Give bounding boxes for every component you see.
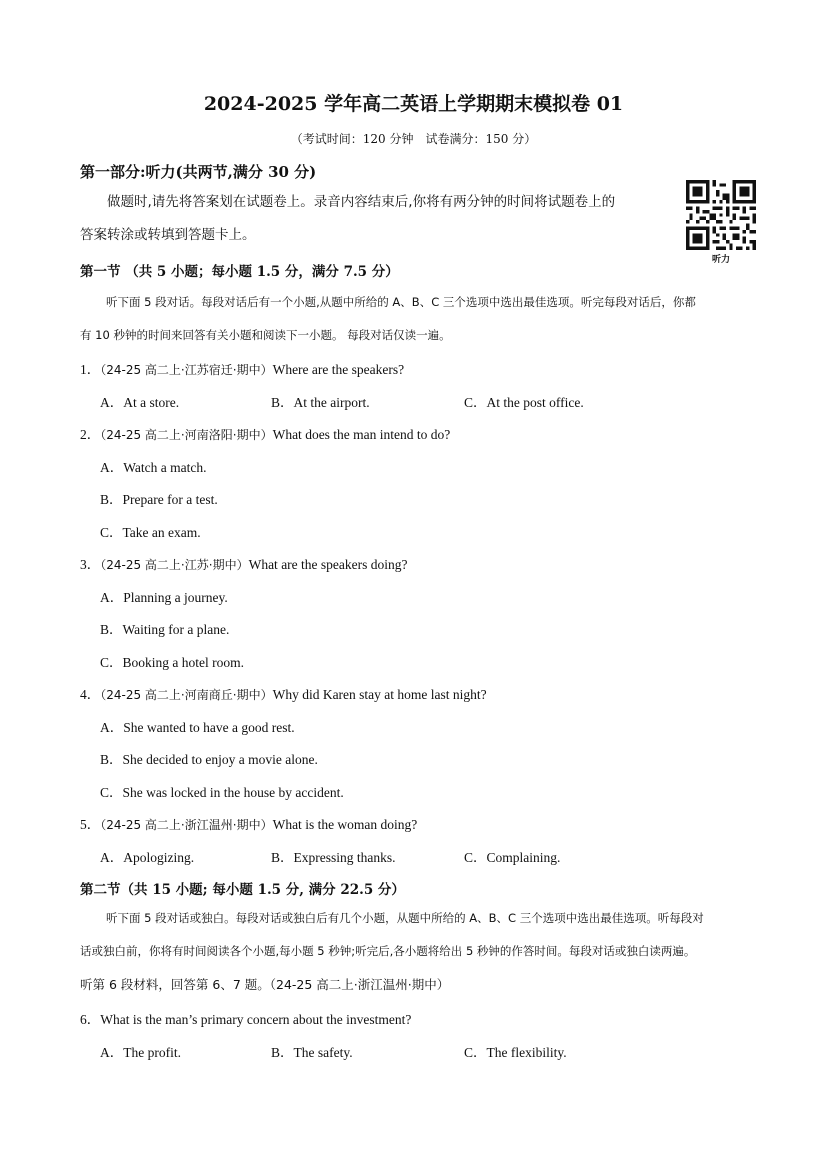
option-a[interactable]: A．Watch a match. xyxy=(100,460,207,475)
question-number: 4． xyxy=(80,687,101,702)
question-number: 5． xyxy=(80,817,101,832)
section1-instructions xyxy=(80,286,750,352)
question-5 xyxy=(80,813,417,833)
option-c[interactable]: C．She was locked in the house by accident. xyxy=(100,785,344,800)
qr-label: 听力 xyxy=(711,255,730,265)
option-c[interactable]: C．Complaining. xyxy=(464,850,561,865)
part1-intro xyxy=(80,186,680,252)
material-line: 听第 6 段材料，回答第 6、7 题。（24-25 高二上·浙江温州·期中） xyxy=(80,977,450,992)
question-3 xyxy=(80,553,408,573)
question-text: What does the man intend to do? xyxy=(272,427,451,442)
option-b[interactable]: B．The safety. xyxy=(271,1045,353,1060)
inst-line-1: 听下面 5 段对话或独白。每段对话或独白后有几个小题，从题中所给的 A、B、C 三个选项中选出最佳选项。听每段对 xyxy=(106,911,704,925)
option-c[interactable]: C．Take an exam. xyxy=(100,525,201,540)
option-a[interactable]: A．She wanted to have a good rest. xyxy=(100,720,295,735)
question-1 xyxy=(80,358,404,378)
question-text: Where are the speakers? xyxy=(272,362,405,377)
option-c[interactable]: C．The flexibility. xyxy=(464,1045,567,1060)
exam-info: （考试时间：120 分钟 试卷满分：150 分） xyxy=(290,132,537,146)
page-title: 2024-2025 学年高二英语上学期期末模拟卷 01 xyxy=(203,93,624,115)
question-6: 6．What is the man’s primary concern about the investment? xyxy=(80,1012,412,1027)
inst-line-2: 有 10 秒钟的时间来回答有关小题和阅读下一小题。 每段对话仅读一遍。 xyxy=(80,328,451,342)
option-c[interactable]: C．At the post office. xyxy=(464,395,584,410)
option-a[interactable]: A．At a store. xyxy=(100,395,180,410)
question-text: What are the speakers doing? xyxy=(248,557,408,572)
part1-heading: 第一部分:听力(共两节,满分 30 分) xyxy=(80,163,317,181)
question-text: Why did Karen stay at home last night? xyxy=(272,687,487,702)
question-2 xyxy=(80,423,450,443)
option-b[interactable]: B．She decided to enjoy a movie alone. xyxy=(100,752,318,767)
question-source: （24-25 高二上·河南洛阳·期中） xyxy=(100,428,273,442)
option-a[interactable]: A．Planning a journey. xyxy=(100,590,228,605)
question-number: 3． xyxy=(80,557,101,572)
inst-line-1: 听下面 5 段对话。每段对话后有一个小题,从题中所给的 A、B、C 三个选项中选出最佳选项。听完每段对话后，你都 xyxy=(106,295,696,309)
question-source: （24-25 高二上·浙江温州·期中） xyxy=(100,818,273,832)
question-source: （24-25 高二上·江苏·期中） xyxy=(100,558,249,572)
question-source: （24-25 高二上·江苏宿迁·期中） xyxy=(100,363,273,377)
option-a[interactable]: A．Apologizing. xyxy=(100,850,195,865)
question-text: What is the woman doing? xyxy=(272,817,418,832)
intro-line-2: 答案转涂或转填到答题卡上。 xyxy=(80,227,256,243)
intro-line-1: 做题时,请先将答案划在试题卷上。录音内容结束后,你将有两分钟的时间将试题卷上的 xyxy=(107,194,616,210)
question-number: 1． xyxy=(80,362,101,377)
option-c[interactable]: C．Booking a hotel room. xyxy=(100,655,244,670)
option-b[interactable]: B．Prepare for a test. xyxy=(100,492,218,507)
option-a[interactable]: A．The profit. xyxy=(100,1045,181,1060)
option-b[interactable]: B．At the airport. xyxy=(271,395,370,410)
qr-code-icon[interactable] xyxy=(686,180,756,250)
option-b[interactable]: B．Expressing thanks. xyxy=(271,850,396,865)
section1-heading: 第一节 （共 5 小题；每小题 1.5 分，满分 7.5 分） xyxy=(80,264,399,280)
question-source: （24-25 高二上·河南商丘·期中） xyxy=(100,688,273,702)
question-4 xyxy=(80,683,487,703)
question-number: 2． xyxy=(80,427,101,442)
inst-line-2: 话或独白前，你将有时间阅读各个小题,每小题 5 秒钟;听完后,各小题将给出 5 秒钟的作答时间。每段对话或独白读两遍。 xyxy=(80,944,696,958)
section2-heading: 第二节（共 15 小题; 每小题 1.5 分, 满分 22.5 分） xyxy=(80,882,405,898)
section2-instructions xyxy=(80,902,750,968)
option-b[interactable]: B．Waiting for a plane. xyxy=(100,622,230,637)
